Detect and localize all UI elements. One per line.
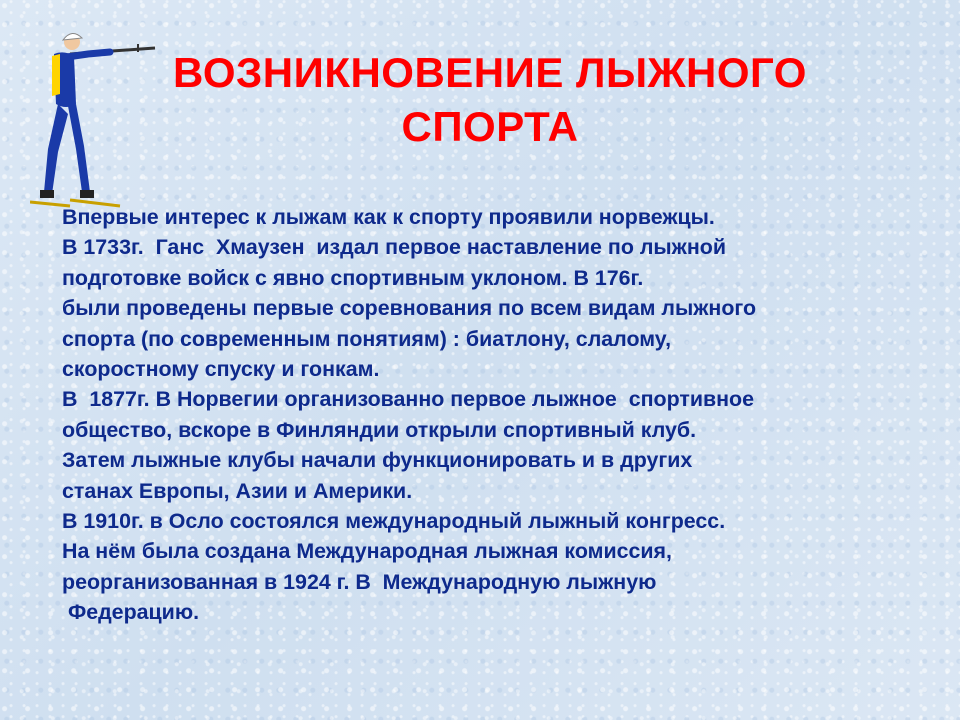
text-line: В 1910г. в Осло состоялся международный лыжный конгресс. [62,509,726,534]
title-line-1: ВОЗНИКНОВЕНИЕ ЛЫЖНОГО [173,49,807,96]
text-line: Впервые интерес к лыжам как к спорту проявили норвежцы. [62,205,715,229]
text-line: скоростному спуску и гонкам. [62,357,380,382]
text-line: Федерацию. [62,600,200,625]
text-line: На нём была создана Международная лыжная комиссия, [62,539,672,564]
title-line-2: СПОРТА [401,103,579,150]
body-paragraph [62,202,942,628]
text-line: В 1877г. В Норвегии организованно первое лыжное спортивное [62,387,755,412]
text-line: В 1733г. Ганс Хмаузен издал первое наставление по лыжной [62,235,726,260]
text-line: подготовке войск с явно спортивным уклоном. В 176г. [62,265,644,290]
text-line: были проведены первые соревнования по всем видам лыжного [62,296,757,321]
text-line: общество, вскоре в Финляндии открыли спортивный клуб. [62,417,697,442]
text-line: Затем лыжные клубы начали функционировать и в других [62,448,693,473]
text-line: реорганизованная в 1924 г. В Международную лыжную [62,569,657,594]
page-title [90,46,890,154]
text-line: спорта (по современным понятиям) : биатлону, слалому, [62,326,672,351]
text-line: станах Европы, Азии и Америки. [62,478,413,503]
